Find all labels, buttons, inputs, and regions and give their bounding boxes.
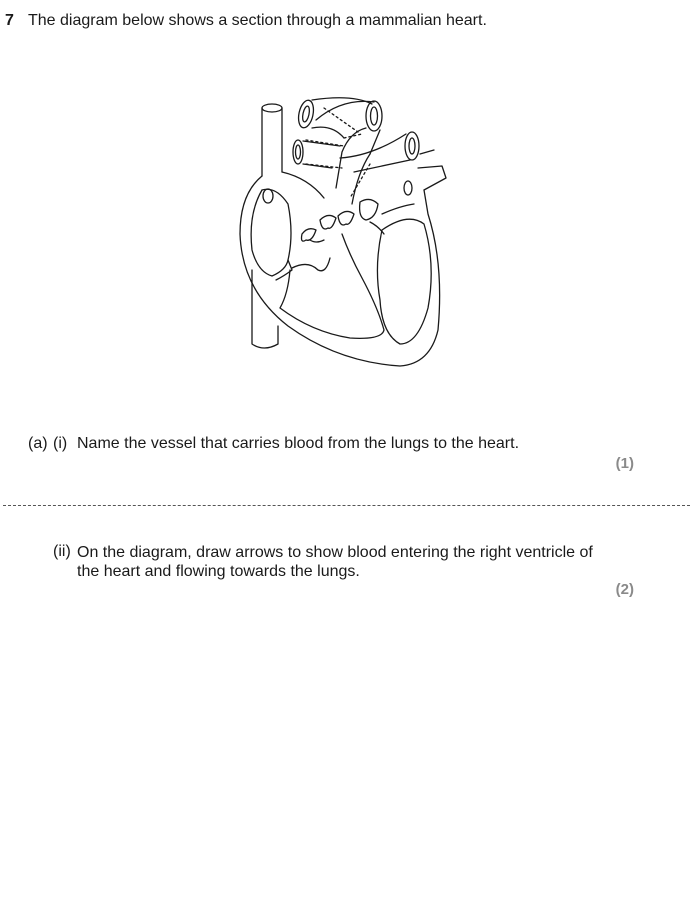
aorta <box>316 101 382 204</box>
part-i-question: Name the vessel that carries blood from the lungs to the heart. <box>77 435 520 452</box>
question-intro: The diagram below shows a section through a mammalian heart. <box>28 12 487 29</box>
left-ventricle <box>377 181 431 344</box>
question-number: 7 <box>5 12 14 29</box>
answer-line[interactable] <box>3 505 690 506</box>
part-a-label: (a) <box>28 435 48 452</box>
vena-cava <box>252 104 282 348</box>
part-ii-question: On the diagram, draw arrows to show blood entering the right ventricle of the heart and flowing towards the lungs. <box>77 544 593 580</box>
marks-part-ii: (2) <box>615 581 634 598</box>
part-ii-label: (ii) <box>53 543 71 560</box>
part-i-label: (i) <box>53 435 68 452</box>
hidden-outline <box>306 108 370 198</box>
right-ventricle <box>280 234 384 338</box>
pulmonary-artery <box>340 132 446 190</box>
heart-outline <box>240 172 440 366</box>
marks-part-i: (1) <box>615 455 634 472</box>
right-atrium <box>251 189 292 280</box>
heart-diagram[interactable] <box>232 94 458 370</box>
